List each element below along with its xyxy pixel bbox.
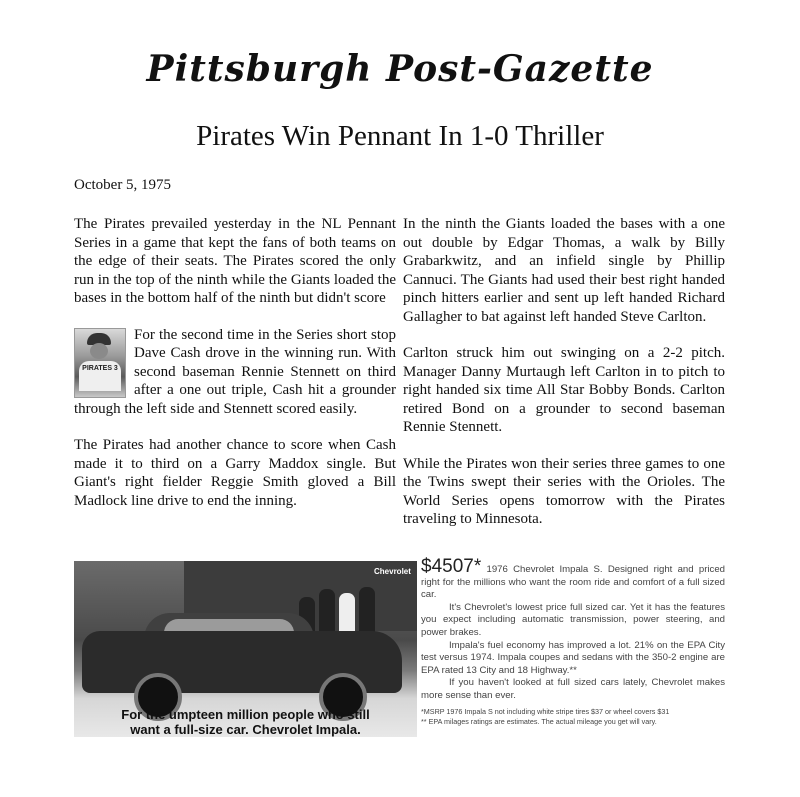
ad-fine-print-1: *MSRP 1976 Impala S not including white stripe tires $37 or wheel covers $31 (421, 706, 670, 716)
right-paragraph-1: In the ninth the Giants loaded the bases with a one out double by Edgar Thomas, a walk by Billy Grabarkwitz, and an infield single by Phillip Cannuci. The Giants had used their best right handed pinch hitters earlier and sent up left handed Richard Gallagher to bat against left handed Steve Carlton. (403, 216, 725, 325)
right-column (403, 215, 725, 547)
ad-tagline (74, 707, 417, 737)
ad-paragraph-2: It's Chevrolet's lowest price full sized car. Yet it has the features you expect including automatic transmission, power steering, and power brakes. (421, 601, 725, 638)
ad-paragraph-4: If you haven't looked at full sized cars lately, Chevrolet makes more sense than ever. (421, 677, 725, 701)
ad-tagline-1: For the umpteen million people who still (121, 707, 370, 722)
dateline: October 5, 1975 (74, 177, 172, 193)
left-paragraph-2-text: For the second time in the Series short stop Dave Cash drove in the winning run. With second baseman Rennie Stennett on third after a one out triple, Cash hit a grounder through the left side and Stennett scored easily. (74, 326, 396, 417)
left-paragraph-3: The Pirates had another chance to score when Cash made it to third on a Garry Maddox single. But Giant's right fielder Reggie Smith gloved a Bill Madlock line drive to end the inning. (74, 437, 396, 509)
chevrolet-badge: Chevrolet (374, 567, 411, 576)
left-paragraph-2 (74, 326, 396, 419)
right-paragraph-2: Carlton struck him out swinging on a 2-2 pitch. Manager Danny Murtaugh left Carlton in to pitch to right handed six time All Star Bobby Bonds. Carlton retired Bond on a grounder to second baseman Rennie Stennett. (403, 345, 725, 435)
player-photo (74, 328, 126, 398)
face-shape (90, 343, 108, 359)
masthead: Pittsburgh Post-Gazette (146, 48, 654, 90)
jersey-text: PIRATES 3 (82, 364, 118, 372)
right-paragraph-3: While the Pirates won their series three games to one the Twins swept their series with the Orioles. The World Series opens tomorrow with the Pirates traveling to Minnesota. (403, 455, 725, 527)
ad-paragraph-1-text: 1976 Chevrolet Impala S. Designed right and priced right for the millions who want the room ride and comfort of a full sized car. (421, 564, 725, 601)
chevrolet-ad (74, 556, 725, 737)
left-column (74, 215, 396, 528)
ad-paragraph-3: Impala's fuel economy has improved a lot. 21% on the EPA City test versus 1974. Impala coupes and sedans with the 350-2 engine are EPA rated 13 City and 18 Highway.** (421, 639, 725, 676)
ad-tagline-2: want a full-size car. Chevrolet Impala. (130, 722, 361, 737)
ad-photo (74, 561, 417, 737)
headline: Pirates Win Pennant In 1-0 Thriller (196, 120, 604, 152)
ad-paragraph-1 (421, 556, 725, 602)
ad-fine-print-2: ** EPA milages ratings are estimates. The actual mileage you get will vary. (421, 716, 657, 726)
left-paragraph-1: The Pirates prevailed yesterday in the NL Pennant Series in a game that kept the fans of both teams on the edge of their seats. The Pirates scored the only run in the top of the ninth while the Giants loaded the bases in the bottom half of the ninth but didn't score (74, 216, 396, 306)
ad-price: $4507* (421, 556, 482, 577)
ad-copy (421, 556, 725, 727)
